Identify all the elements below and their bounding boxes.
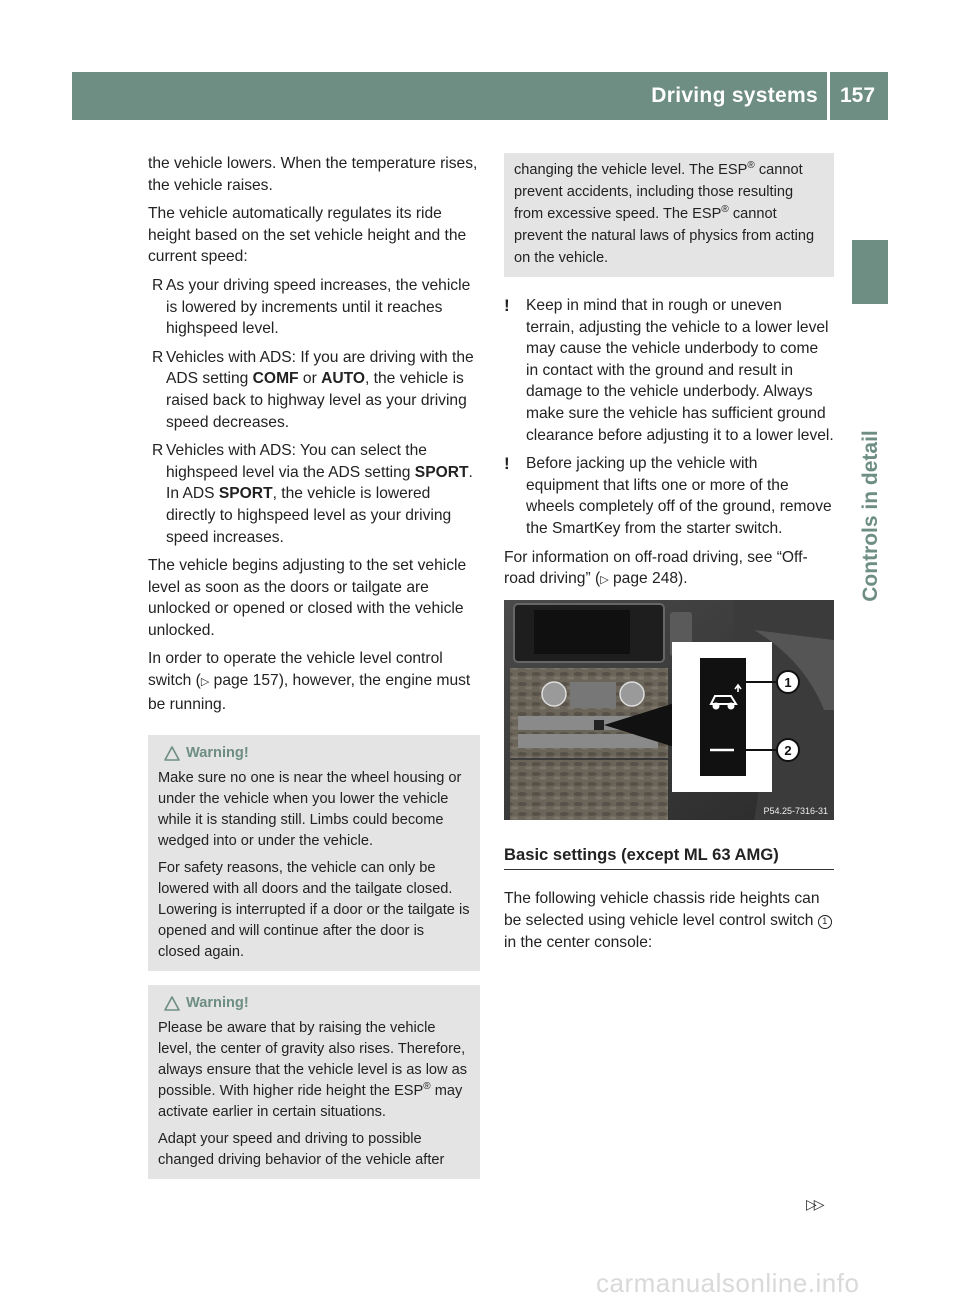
- section-heading: Driving systems: [651, 84, 818, 107]
- warning-text: For safety reasons, the vehicle can only be lowered with all doors and the tailgate closed. Lowering is interrupted if a door or the tailgate is opened and will continue after the door is closed again.: [158, 860, 470, 961]
- section-title: Basic settings (except ML 63 AMG): [504, 844, 834, 871]
- right-column: [504, 153, 834, 960]
- center-console-illustration: [504, 600, 834, 820]
- paragraph: For information on off-road driving, see “Off-road driving” (▷ page 248).: [504, 548, 808, 588]
- paragraph: The vehicle automatically regulates its ride height based on the set vehicle height and the current speed:: [148, 205, 467, 266]
- list-item: R Vehicles with ADS: You can select the highspeed level via the ADS setting SPORT. In ADS SPORT, the vehicle is lowered directly to highspeed level as your driving speed increases.: [152, 442, 473, 546]
- exclamation-icon: !: [504, 296, 510, 315]
- warning-text: Make sure no one is near the wheel housing or under the vehicle when you lower the vehicle while it is standing still. Limbs could become wedged into or under the vehicle.: [158, 770, 462, 850]
- warning-text: Adapt your speed and driving to possible changed driving behavior of the vehicle after: [158, 1131, 445, 1169]
- page-reference-link[interactable]: page 157), however, the engine must be running.: [148, 672, 471, 713]
- list-item: R Vehicles with ADS: If you are driving with the ADS setting COMF or AUTO, the vehicle is raised back to highway level as your driving speed decreases.: [152, 348, 474, 431]
- continue-arrows-icon: ▷▷: [806, 1196, 822, 1212]
- bullet-icon: R: [152, 442, 164, 460]
- side-tab-label: Controls in detail: [859, 430, 882, 602]
- side-tab-marker: [852, 240, 888, 304]
- warning-text: Please be aware that by raising the vehicle level, the center of gravity also rises. Therefore, always ensure that the vehicle level is as low as possible. With higher ride height the ESP® may activate earlier in certain situations.: [158, 1020, 468, 1121]
- warning-box-continued: changing the vehicle level. The ESP® cannot prevent accidents, including those resulting from excessive speed. The ESP® cannot prevent the natural laws of physics from acting on the vehicle.: [504, 153, 834, 277]
- list-item: R As your driving speed increases, the vehicle is lowered by increments until it reaches highspeed level.: [152, 276, 471, 338]
- page-reference-arrow-icon[interactable]: ▷: [200, 676, 210, 689]
- bullet-icon: R: [152, 348, 164, 366]
- caution-note: ! Keep in mind that in rough or uneven terrain, adjusting the vehicle to a lower level may cause the vehicle underbody to come in contact with the ground and result in damage to the vehicle underbody. Always make sure the vehicle has sufficient ground clearance before adjusting it to a lower level.: [504, 296, 834, 444]
- warning-triangle-icon: [164, 996, 180, 1011]
- warning-header: [158, 743, 470, 764]
- warning-box: [148, 985, 480, 1179]
- callout-1-icon: 1: [818, 915, 832, 929]
- caution-note: ! Before jacking up the vehicle with equipment that lifts one or more of the wheels completely off of the ground, remove the SmartKey from the starter switch.: [504, 454, 832, 537]
- side-tab: [853, 306, 889, 726]
- paragraph: The vehicle begins adjusting to the set vehicle level as soon as the doors or tailgate are unlocked or opened or closed with the vehicle unlocked.: [148, 557, 467, 639]
- paragraph: the vehicle lowers. When the temperature rises, the vehicle raises.: [148, 155, 478, 194]
- bullet-icon: R: [152, 276, 164, 294]
- photo-code: P54.25-7316-31: [763, 805, 828, 816]
- page-reference-link[interactable]: page 248).: [608, 570, 688, 588]
- watermark: carmanualsonline.info: [596, 1268, 860, 1298]
- warning-title: Warning!: [186, 745, 249, 762]
- paragraph: In order to operate the vehicle level control switch (▷ page 157), however, the engine must be running.: [148, 650, 471, 713]
- left-column: [148, 153, 480, 1193]
- photo-callout-1: 1: [784, 674, 792, 690]
- paragraph: The following vehicle chassis ride heights can be selected using vehicle level control switch 1 in the center console:: [504, 888, 834, 953]
- page-reference-arrow-icon[interactable]: ▷: [600, 574, 609, 587]
- photo-callout-2: 2: [784, 742, 792, 758]
- warning-title: Warning!: [186, 995, 249, 1012]
- center-console-photo: [504, 600, 834, 820]
- warning-triangle-icon: [164, 746, 180, 761]
- exclamation-icon: !: [504, 454, 510, 474]
- header-divider: [827, 72, 830, 120]
- warning-box: [148, 735, 480, 971]
- page-number: 157: [840, 84, 876, 107]
- warning-header: [158, 993, 470, 1014]
